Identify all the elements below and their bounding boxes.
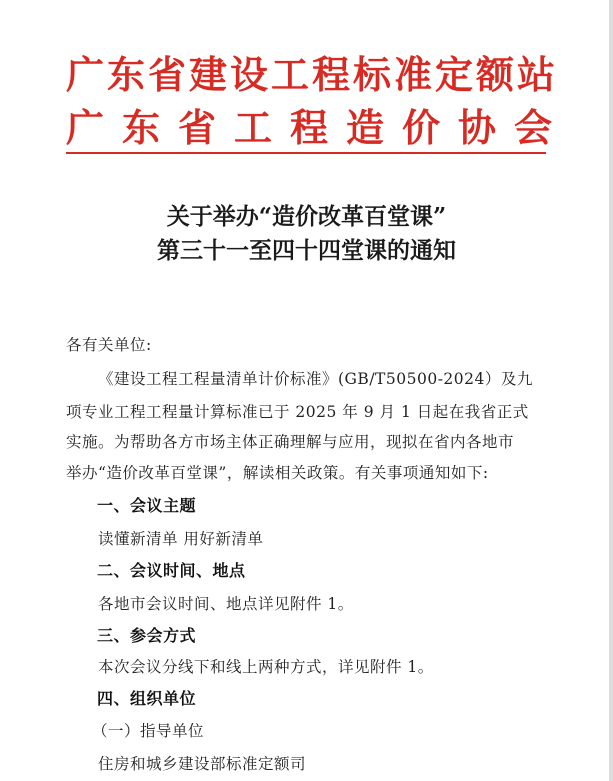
section-2-heading: 二、会议时间、地点	[97, 561, 246, 580]
paragraph-line-4: 举办“造价改革百堂课”，解读相关政策。有关事项通知如下:	[66, 464, 489, 482]
paragraph-line-3: 实施。为帮助各方市场主体正确理解与应用，现拟在省内各地市	[66, 433, 515, 451]
section-4-sub1-text: 住房和城乡建设部标准定额司	[98, 755, 307, 773]
scan-edge	[609, 0, 613, 781]
paragraph-line-1: 《建设工程工程量清单计价标准》(GB/T50500-2024）及九	[98, 370, 533, 388]
section-3-text: 本次会议分线下和线上两种方式，详见附件 1。	[98, 658, 434, 676]
section-4-heading: 四、组织单位	[97, 689, 197, 708]
issuer-name-2: 广东省工程造价协会	[66, 106, 571, 150]
section-2-text: 各地市会议时间、地点详见附件 1。	[98, 595, 354, 613]
issuer-name-1: 广东省建设工程标准定额站	[66, 53, 559, 97]
section-1-heading: 一、会议主题	[97, 496, 197, 515]
section-1-text: 读懂新清单 用好新清单	[98, 530, 264, 548]
notice-title-line-2: 第三十一至四十四堂课的通知	[157, 237, 456, 264]
paragraph-line-2: 项专业工程工程量计算标准已于 2025 年 9 月 1 日起在我省正式	[66, 403, 529, 421]
notice-title-line-1: 关于举办“造价改革百堂课”	[166, 203, 447, 230]
section-4-subheading-1: （一）指导单位	[92, 722, 205, 740]
red-divider	[66, 152, 546, 154]
section-3-heading: 三、参会方式	[97, 626, 197, 645]
salutation: 各有关单位:	[66, 336, 152, 354]
